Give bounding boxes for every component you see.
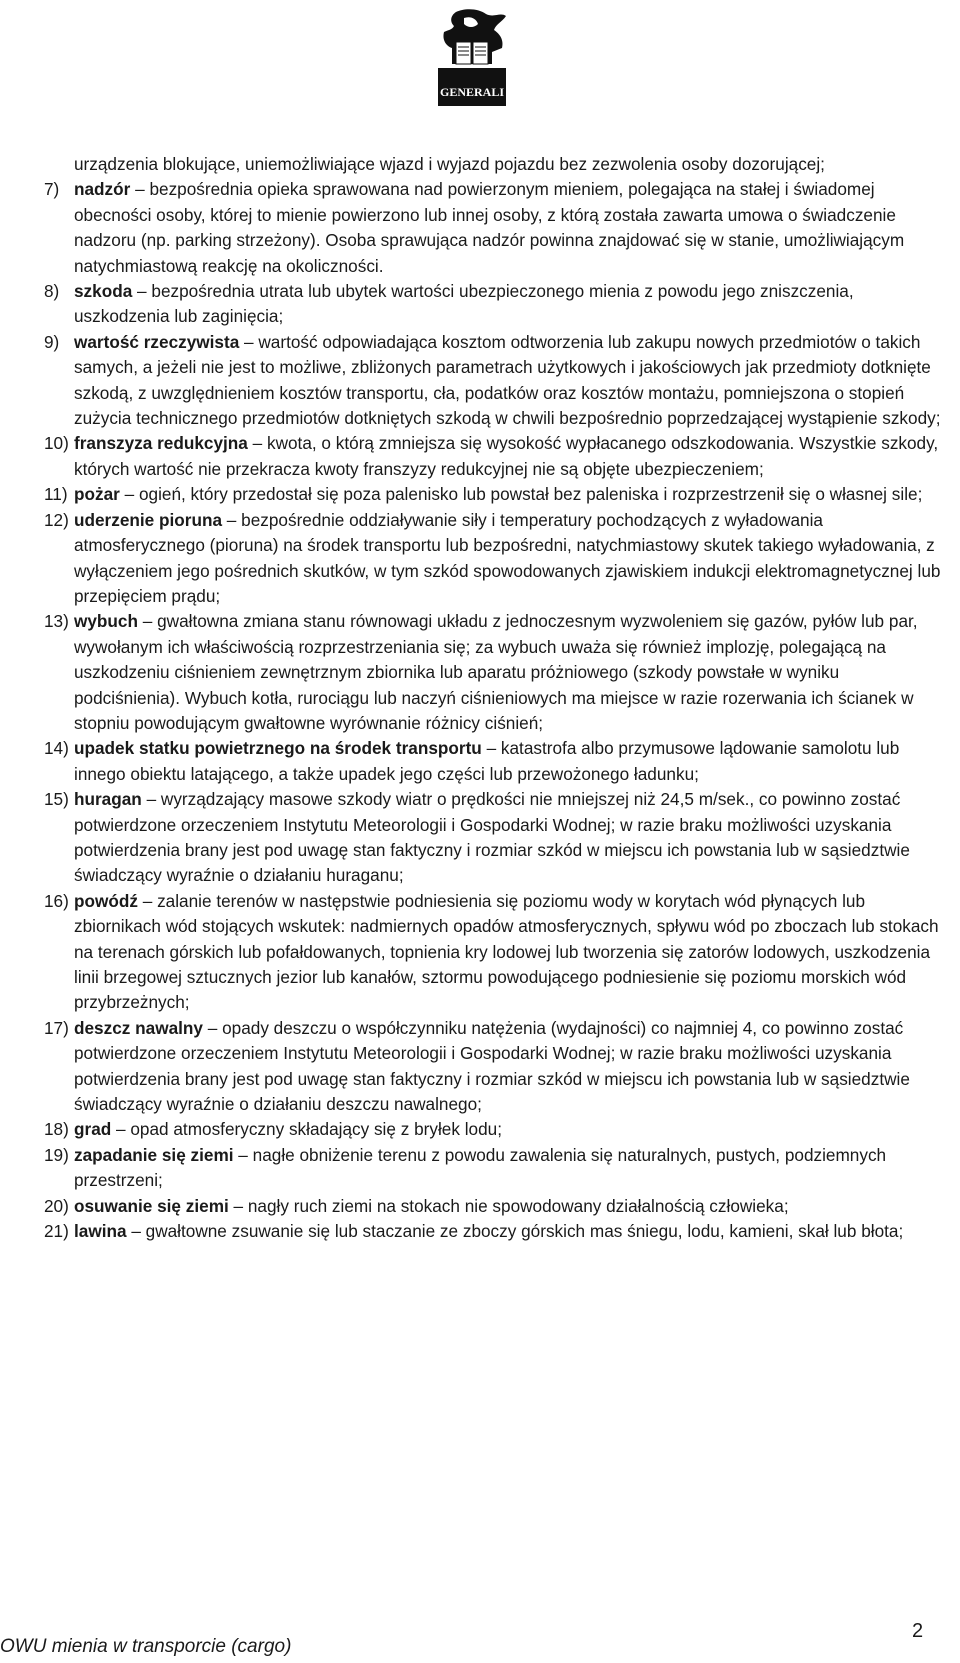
item-term: deszcz nawalny xyxy=(74,1017,203,1038)
definition-item xyxy=(44,1143,944,1194)
definition-item xyxy=(44,330,944,432)
item-term: franszyza redukcyjna xyxy=(74,433,248,454)
item-term: pożar xyxy=(74,484,120,505)
item-text: – opad atmosferyczny składający się z bryłek lodu; xyxy=(111,1119,502,1140)
definition-item xyxy=(44,177,944,279)
item-text: – gwałtowne zsuwanie się lub staczanie ze zboczy górskich mas śniegu, lodu, kamieni, skał lub błota; xyxy=(126,1221,904,1242)
item-number: 20) xyxy=(44,1195,69,1216)
definition-item xyxy=(44,1194,944,1219)
item-number: 15) xyxy=(44,789,69,810)
page-number: 2 xyxy=(912,1620,924,1642)
item-term: wybuch xyxy=(74,611,138,632)
item-term: huragan xyxy=(74,789,142,810)
item-term: szkoda xyxy=(74,281,133,302)
definition-item xyxy=(44,1016,944,1118)
item-number: 9) xyxy=(44,331,60,352)
item-text: – wartość odpowiadająca kosztom odtworzenia lub zakupu nowych przedmiotów o takich samych, a jeżeli nie jest to możliwe, zbliżonych parametrach użytkowych i jakościowych jak przedmioty dotknięte szkodą, z uwzględnieniem kosztów transportu, cła, podatków oraz kosztów montażu, pomniejszona o stopień zużycia technicznego przedmiotów dotkniętych szkodą w chwili bezpośrednio poprzedzającej wystąpienie szkody; xyxy=(74,331,941,429)
item-number: 16) xyxy=(44,890,69,911)
item-number: 13) xyxy=(44,611,69,632)
item-text: – kwota, o którą zmniejsza się wysokość wypłacanego odszkodowania. Wszystkie szkody, których wartość nie przekracza kwoty franszyzy redukcyjnej nie są objęte ubezpieczeniem; xyxy=(74,433,939,479)
item-term: lawina xyxy=(74,1221,127,1242)
item-text: – wyrządzający masowe szkody wiatr o prędkości nie mniejszej niż 24,5 m/sek., co powinno zostać potwierdzone orzeczeniem Instytutu Meteorologii i Gospodarki Wodnej; w razie braku możliwości uzyskania potwierdzenia brany jest pod uwagę stan faktyczny i rozmiar szkód w miejscu ich powstania lub w sąsiedztwie świadczący wyraźnie o działaniu huraganu; xyxy=(74,789,910,886)
item-text: – gwałtowna zmiana stanu równowagi układu z jednoczesnym wyzwoleniem się gazów, pyłów lub par, wywołanym ich właściwością rozprzestrzeniania się; za wybuch uważa się również implozję, polegającą na uszkodzeniu ciśnieniem zewnętrznym zbiornika lub aparatu próżniowego (szkody powstałe w wyniku podciśnienia). Wybuch kotła, rurociągu lub naczyń ciśnieniowych ma miejsce w razie rozerwania ich ścianek w stopniu powodującym gwałtowne wyrównanie różnicy ciśnień; xyxy=(74,611,918,733)
item-text: – nagłe obniżenie terenu z powodu zawalenia się naturalnych, pustych, podziemnych przestrzeni; xyxy=(74,1144,887,1191)
definition-item xyxy=(44,431,944,482)
item-text: – bezpośrednia opieka sprawowana nad powierzonym mieniem, polegająca na stałej i świadomej obecności osoby, której to mienie powierzono lub innej osoby, z którą została zawarta umowa o świadczenie nadzoru (np. parking strzeżony). Osoba sprawująca nadzór powinna znajdować się w stanie, umożliwiającym natychmiastową reakcję na okoliczności. xyxy=(74,179,905,276)
item-number: 21) xyxy=(44,1221,69,1242)
item-term: powódź xyxy=(74,890,138,911)
item-number: 19) xyxy=(44,1144,69,1165)
item-number: 10) xyxy=(44,433,69,454)
item-text: – katastrofa albo przymusowe lądowanie samolotu lub innego obiektu latającego, a także upadek jego części lub przewożonego ładunku; xyxy=(74,738,900,784)
item-text: – ogień, który przedostał się poza palenisko lub powstał bez paleniska i rozprzestrzenił się o własnej sile; xyxy=(119,484,923,505)
item-term: wartość rzeczywista xyxy=(74,331,240,352)
footer-document-title: OWU mienia w transporcie (cargo) xyxy=(0,1636,292,1657)
item-number: 12) xyxy=(44,509,69,530)
item-term: grad xyxy=(74,1119,112,1140)
item-text: – bezpośrednie oddziaływanie siły i temperatury pochodzących z wyładowania atmosferycznego (pioruna) na środek transportu lub bezpośredni, natychmiastowy skutek takiego wyładowania, z wyłączeniem jego pośrednich skutków, w tym szkód spowodowanych zjawiskiem indukcji elektromagnetycznej lub przepięciem prądu; xyxy=(74,509,941,606)
definition-item xyxy=(44,787,944,889)
logo-wordmark: GENERALI xyxy=(439,85,504,99)
item-term: uderzenie pioruna xyxy=(74,509,223,530)
definitions-list xyxy=(44,152,944,1244)
definition-item xyxy=(44,1219,944,1244)
item-number: 8) xyxy=(44,281,60,302)
definition-item xyxy=(44,508,944,610)
item-text: – opady deszczu o współczynniku natężenia (wydajności) co najmniej 4, co powinno zostać potwierdzone orzeczeniem Instytutu Meteorologii i Gospodarki Wodnej; w razie braku możliwości uzyskania potwierdzenia brany jest pod uwagę stan faktyczny i rozmiar szkód w miejscu ich powstania lub w sąsiedztwie świadczący wyraźnie o działaniu deszczu nawalnego; xyxy=(74,1017,910,1115)
item-term: osuwanie się ziemi xyxy=(74,1195,229,1216)
generali-logo xyxy=(434,8,510,106)
item-number: 14) xyxy=(44,738,69,759)
definition-item xyxy=(44,1117,944,1142)
definition-item xyxy=(44,609,944,736)
item-term: nadzór xyxy=(74,179,131,200)
item-text: – bezpośrednia utrata lub ubytek wartości ubezpieczonego mienia z powodu jego zniszczenia, uszkodzenia lub zaginięcia; xyxy=(74,281,854,327)
definition-item xyxy=(44,736,944,787)
item-number: 7) xyxy=(44,179,60,200)
item-term: zapadanie się ziemi xyxy=(74,1144,234,1165)
item-number: 17) xyxy=(44,1017,69,1038)
definition-item xyxy=(44,889,944,1016)
intro-paragraph: urządzenia blokujące, uniemożliwiające wjazd i wyjazd pojazdu bez zezwolenia osoby dozorującej; xyxy=(74,154,825,174)
item-term: upadek statku powietrznego na środek transportu xyxy=(74,738,482,759)
item-number: 18) xyxy=(44,1119,69,1140)
item-text: – zalanie terenów w następstwie podniesienia się poziomu wody w korytach wód płynących lub zbiornikach wód stojących wskutek: nadmiernych opadów atmosferycznych, spływu wód po zboczach lub stokach na terenach górskich lub pofałdowanych, topnienia kry lodowej lub tworzenia się zatorów lodowych, uszkodzenia linii brzegowej sztucznych jezior lub kanałów, sztormu powodującego podniesienie się poziomu morskich wód przybrzeżnych; xyxy=(74,890,939,1013)
item-number: 11) xyxy=(44,484,68,505)
definition-item xyxy=(44,482,944,507)
definition-item xyxy=(44,279,944,330)
item-text: – nagły ruch ziemi na stokach nie spowodowany działalnością człowieka; xyxy=(228,1195,789,1216)
